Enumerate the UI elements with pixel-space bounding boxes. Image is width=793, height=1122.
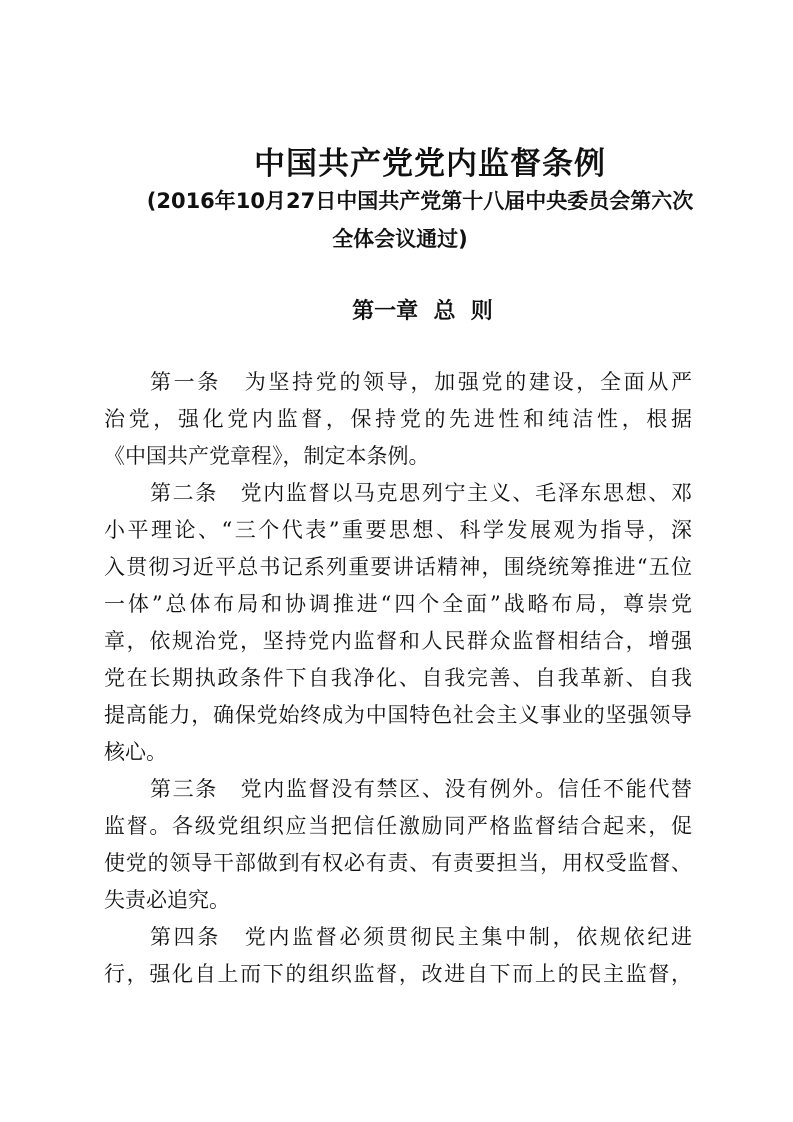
text-line: 监督。各级党组织应当把信任激励同严格监督结合起来，促 [104,814,692,838]
text-line: 党在长期执政条件下自我净化、自我完善、自我革新、自我 [104,666,692,690]
text-line: 第三条 党内监督没有禁区、没有例外。信任不能代替 [150,777,692,801]
text-line: 第四条 党内监督必须贯彻民主集中制，依规依纪进 [150,925,692,949]
document-subtitle-line: 全体会议通过) [332,227,468,251]
text-line: 《中国共产党章程》，制定本条例。 [104,444,430,468]
chapter-heading: 第一章 总 则 [352,298,493,324]
document-title: 中国共产党党内监督条例 [254,146,606,182]
text-line: 第一条 为坚持党的领导，加强党的建设，全面从严 [150,370,692,394]
text-line: 核心。 [104,740,167,764]
text-line: 入贯彻习近平总书记系列重要讲话精神，围绕统筹推进“五位 [104,555,692,579]
text-line: 章，依规治党，坚持党内监督和人民群众监督相结合，增强 [104,629,692,653]
text-line: 小平理论、“三个代表”重要思想、科学发展观为指导，深 [104,518,692,542]
text-line: 治党，强化党内监督，保持党的先进性和纯洁性，根据 [104,407,692,431]
document-subtitle-line: (2016年10月27日中国共产党第十八届中央委员会第六次 [146,189,694,213]
text-line: 一体”总体布局和协调推进“四个全面”战略布局，尊崇党 [104,592,692,616]
text-line: 失责必追究。 [104,888,230,912]
text-line: 第二条 党内监督以马克思列宁主义、毛泽东思想、邓 [150,481,692,505]
text-line: 使党的领导干部做到有权必有责、有责要担当，用权受监督、 [104,851,692,875]
text-line: 行，强化自上而下的组织监督，改进自下而上的民主监督， [104,962,692,986]
text-line: 提高能力，确保党始终成为中国特色社会主义事业的坚强领导 [104,703,692,727]
